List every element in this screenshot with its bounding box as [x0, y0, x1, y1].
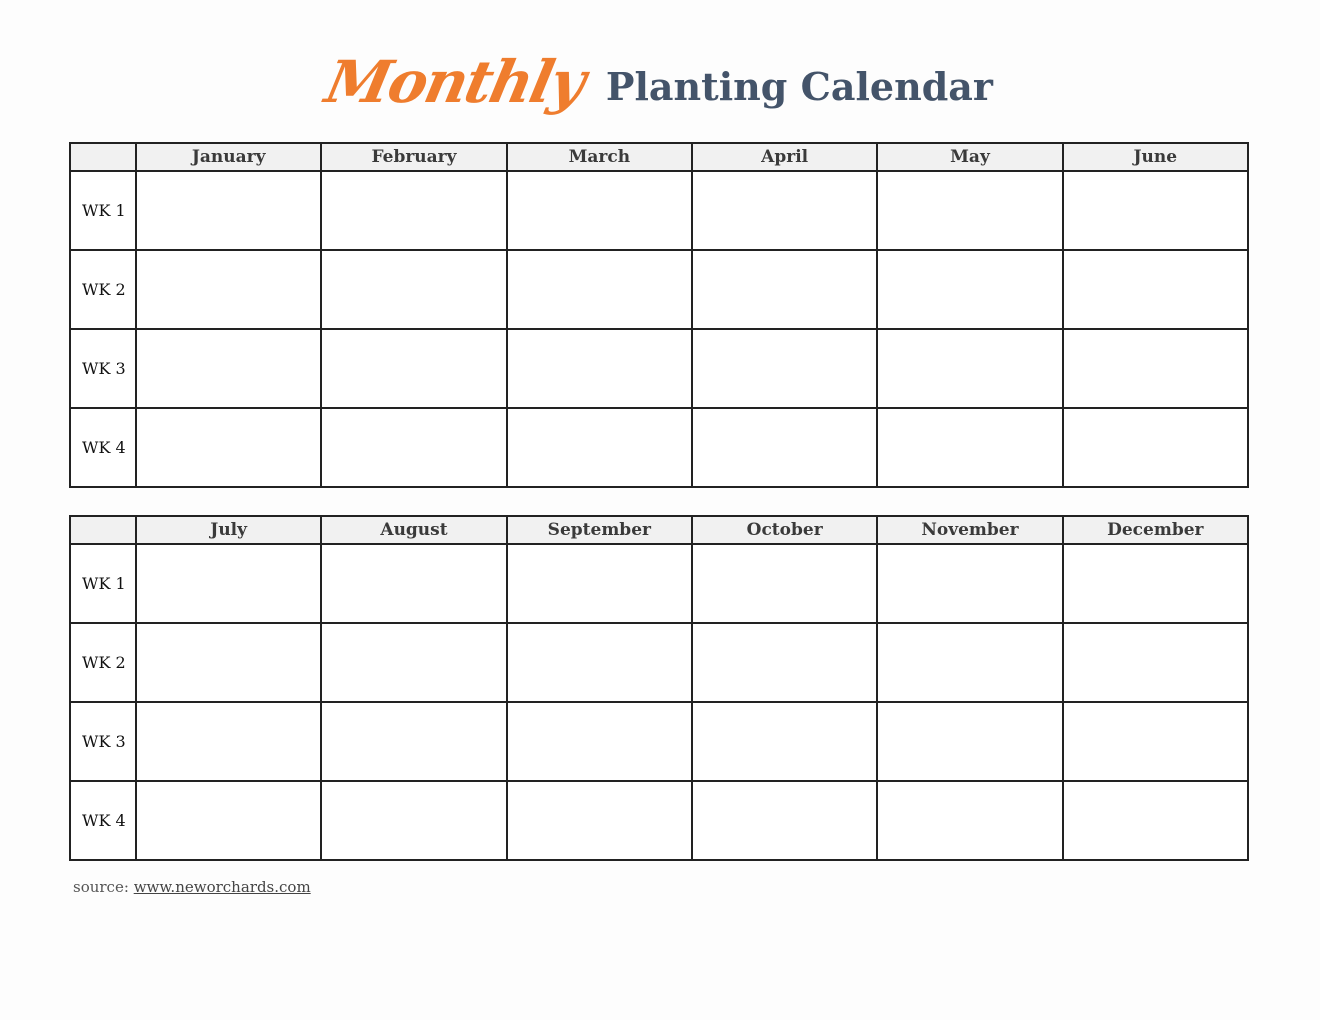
month-header: August [321, 516, 506, 544]
calendar-cell[interactable] [136, 250, 321, 329]
week-label: WK 2 [70, 250, 136, 329]
calendar-cell[interactable] [692, 781, 877, 860]
calendar-cell[interactable] [877, 408, 1062, 487]
calendar-cell[interactable] [136, 781, 321, 860]
month-header: February [321, 143, 506, 171]
week-label: WK 3 [70, 329, 136, 408]
calendar-cell[interactable] [321, 250, 506, 329]
week-row [70, 329, 1248, 408]
source-link[interactable]: www.neworchards.com [133, 878, 311, 896]
calendar-cell[interactable] [136, 171, 321, 250]
month-header: March [507, 143, 692, 171]
calendar-cell[interactable] [692, 544, 877, 623]
calendar-table-jul-dec [69, 515, 1249, 861]
calendar-cell[interactable] [507, 702, 692, 781]
week-row [70, 408, 1248, 487]
calendar-cell[interactable] [877, 171, 1062, 250]
week-row [70, 623, 1248, 702]
month-header: December [1063, 516, 1248, 544]
week-label: WK 1 [70, 171, 136, 250]
month-header: September [507, 516, 692, 544]
calendar-cell[interactable] [1063, 250, 1248, 329]
calendar-cell[interactable] [692, 623, 877, 702]
month-header: June [1063, 143, 1248, 171]
calendar-cell[interactable] [877, 544, 1062, 623]
calendar-cell[interactable] [877, 250, 1062, 329]
calendar-cell[interactable] [1063, 623, 1248, 702]
calendar-cell[interactable] [507, 408, 692, 487]
calendar-cell[interactable] [321, 408, 506, 487]
calendar-cell[interactable] [692, 702, 877, 781]
week-row [70, 171, 1248, 250]
corner-cell [70, 516, 136, 544]
title-script-word: Monthly [319, 48, 591, 116]
calendar-cell[interactable] [136, 544, 321, 623]
month-header: October [692, 516, 877, 544]
calendar-cell[interactable] [507, 329, 692, 408]
calendar-cell[interactable] [877, 702, 1062, 781]
calendar-cell[interactable] [877, 781, 1062, 860]
week-label: WK 2 [70, 623, 136, 702]
calendar-cell[interactable] [507, 250, 692, 329]
page-title [0, 48, 1320, 138]
calendar-cell[interactable] [507, 781, 692, 860]
calendar-cell[interactable] [321, 623, 506, 702]
calendar-cell[interactable] [877, 329, 1062, 408]
week-row [70, 250, 1248, 329]
week-label: WK 1 [70, 544, 136, 623]
calendar-cell[interactable] [1063, 329, 1248, 408]
week-row [70, 702, 1248, 781]
calendar-cell[interactable] [1063, 781, 1248, 860]
source-line [73, 878, 311, 896]
week-label: WK 3 [70, 702, 136, 781]
month-header: April [692, 143, 877, 171]
month-header: May [877, 143, 1062, 171]
month-header: July [136, 516, 321, 544]
month-header-row [70, 516, 1248, 544]
calendar-cell[interactable] [1063, 544, 1248, 623]
calendar-cell[interactable] [692, 408, 877, 487]
calendar-cell[interactable] [136, 408, 321, 487]
calendar-cell[interactable] [692, 250, 877, 329]
calendar-cell[interactable] [1063, 171, 1248, 250]
calendar-cell[interactable] [507, 623, 692, 702]
calendar-cell[interactable] [136, 702, 321, 781]
week-label: WK 4 [70, 781, 136, 860]
week-label: WK 4 [70, 408, 136, 487]
corner-cell [70, 143, 136, 171]
calendar-cell[interactable] [877, 623, 1062, 702]
calendar-cell[interactable] [507, 171, 692, 250]
calendar-cell[interactable] [1063, 702, 1248, 781]
calendar-cell[interactable] [507, 544, 692, 623]
calendar-cell[interactable] [692, 329, 877, 408]
calendar-cell[interactable] [692, 171, 877, 250]
calendar-cell[interactable] [136, 623, 321, 702]
calendar-cell[interactable] [136, 329, 321, 408]
month-header: January [136, 143, 321, 171]
calendar-cell[interactable] [321, 702, 506, 781]
month-header-row [70, 143, 1248, 171]
calendar-cell[interactable] [321, 171, 506, 250]
title-main-text: Planting Calendar [605, 63, 993, 109]
calendar-cell[interactable] [1063, 408, 1248, 487]
week-row [70, 544, 1248, 623]
week-row [70, 781, 1248, 860]
calendar-cell[interactable] [321, 544, 506, 623]
month-header: November [877, 516, 1062, 544]
calendar-cell[interactable] [321, 329, 506, 408]
calendar-table-jan-jun [69, 142, 1249, 488]
calendar-cell[interactable] [321, 781, 506, 860]
source-label: source: [73, 878, 129, 896]
